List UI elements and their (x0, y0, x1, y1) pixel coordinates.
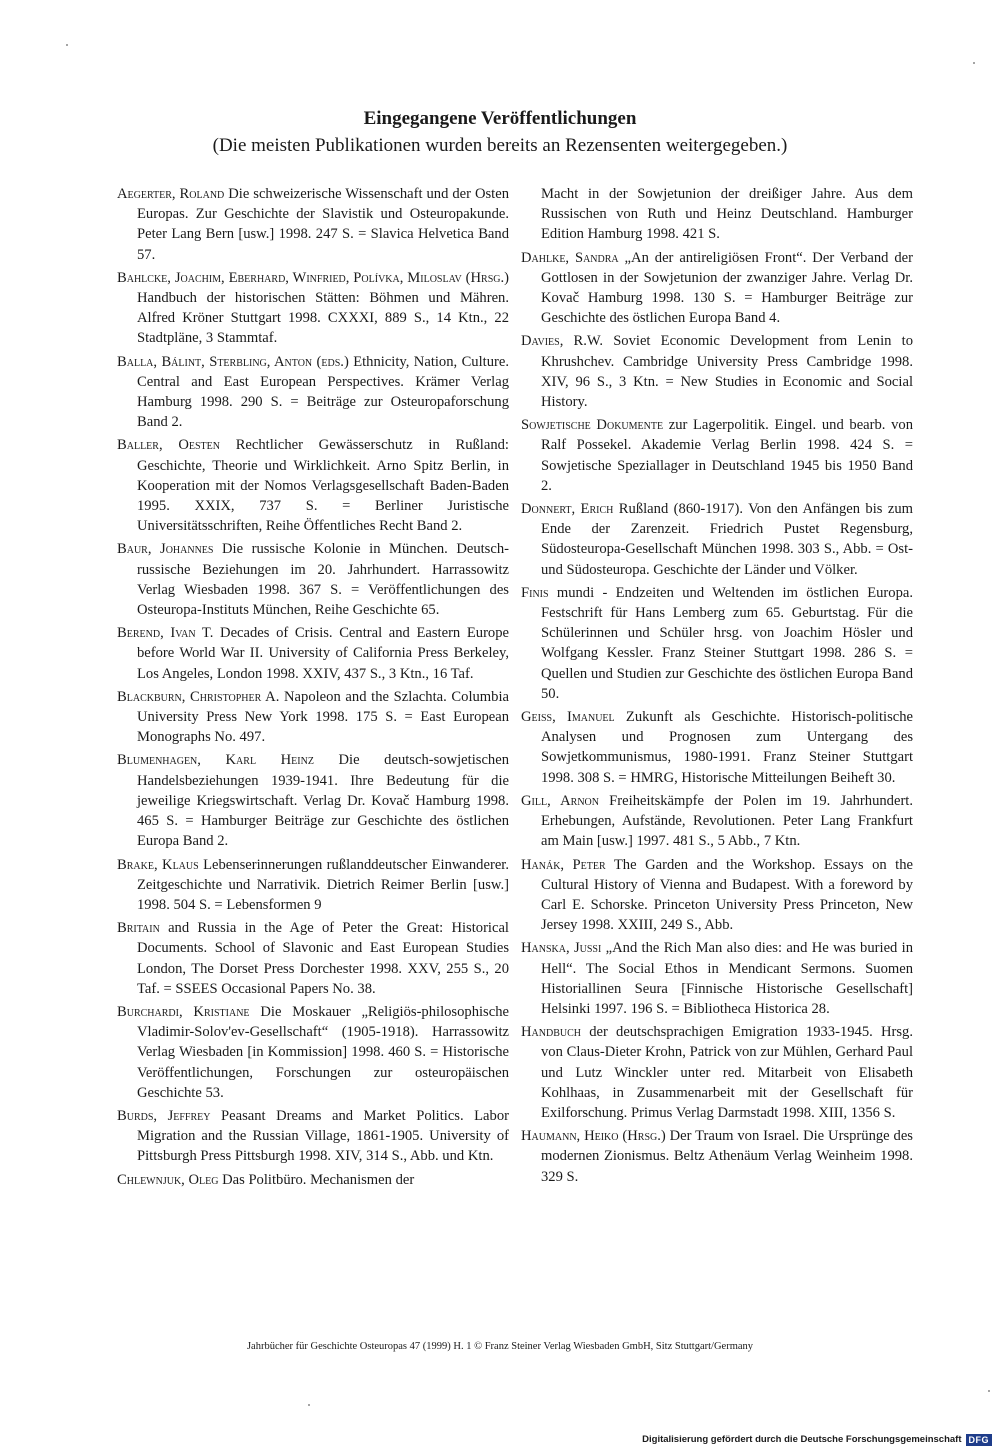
entry-text: Ethnicity, Nation, Culture. Central and East European Perspectives. Krämer Verlag Hamburg 1998. 290 S. = Beiträge zur Osteuropaforschung Band 2. (137, 353, 509, 431)
bibliography-entry (117, 1002, 509, 1103)
bibliography-entry (117, 539, 509, 620)
left-column (117, 184, 509, 1193)
entry-text: The Garden and the Workshop. Essays on the Cultural History of Vienna and Budapest. With a foreword by Carl E. Schorske. Princeton University Press Princeton, New Jersey 1998. XXIII, 249 S., Abb. (541, 856, 913, 934)
bibliography-entry (117, 435, 509, 536)
bibliography-entry (521, 583, 913, 704)
bibliography-entry (521, 707, 913, 788)
dfg-caption: Digitalisierung gefördert durch die Deutsche Forschungsgemeinschaft (642, 1434, 962, 1445)
entry-text: Die schweizerische Wissenschaft und der Osten Europas. Zur Geschichte der Slavistik und Osteuropakunde. Peter Lang Bern [usw.] 1998. 247 S. = Slavica Helvetica Band 57. (137, 186, 509, 263)
entry-text: Lebenserinnerungen rußlanddeutscher Einwanderer. Zeitgeschichte und Narrativik. Dietrich Reimer Berlin [usw.] 1998. 504 S. = Lebensformen 9 (137, 856, 509, 913)
scan-speck (308, 1404, 310, 1406)
page-subtitle: (Die meisten Publikationen wurden bereits an Rezensenten weitergegeben.) (212, 135, 788, 156)
bibliography-entry (521, 1022, 913, 1123)
entry-text: Rechtlicher Gewässerschutz in Rußland: Geschichte, Theorie und Wirklichkeit. Arno Spitz Berlin, in Kooperation mit der Nomos Verlagsgesellschaft Baden-Baden 1995. XXIX, 737 S. = Berliner Juristische Universitätsschriften, Reihe Öffentliches Recht Band 2. (137, 437, 509, 535)
entry-text: Freiheitskämpfe der Polen im 19. Jahrhundert. Erhebungen, Aufstände, Revolutionen. Peter Lang Frankfurt am Main [usw.] 1997. 481 S., 5 Abb., 7 Ktn. (541, 792, 914, 850)
journal-footer: Jahrbücher für Geschichte Osteuropas 47 (1999) H. 1 © Franz Steiner Verlag Wiesbaden GmbH, Sitz Stuttgart/Germany (246, 1341, 754, 1352)
entry-text: Peasant Dreams and Market Politics. Labor Migration and the Russian Village, 1861-1905. University of Pittsburgh Press Pittsburgh 1998. XIV, 314 S., Abb. und Ktn. (137, 1107, 509, 1165)
entry-author: Burds, Jeffrey (117, 1107, 211, 1124)
bibliography-entry (117, 184, 509, 265)
bibliography-entry (117, 750, 509, 851)
bibliography-entry (117, 918, 509, 999)
bibliography-entry (521, 1126, 913, 1187)
entry-text: Der Traum von Israel. Die Ursprünge des modernen Zionismus. Beltz Athenäum Verlag Weinheim 1998. 329 S. (541, 1128, 913, 1185)
scan-speck (988, 1390, 990, 1392)
entry-text: Die russische Kolonie in München. Deutsch-russische Beziehungen im 20. Jahrhundert. Harrassowitz Verlag Wiesbaden 1998. 367 S. = Veröffentlichungen des Osteuropa-Instituts München, Reihe Geschichte 65. (137, 541, 509, 619)
entry-author: Blumenhagen, Karl Heinz (117, 752, 314, 769)
scan-speck (973, 62, 975, 64)
entry-author: Finis (521, 584, 549, 601)
entry-author: Britain (117, 920, 160, 937)
dfg-funding-notice (642, 1433, 992, 1446)
entry-author: Geiss, Imanuel (521, 709, 615, 726)
entry-text: and Russia in the Age of Peter the Great: Historical Documents. School of Slavonic and East European Studies London, The Dorset Press Dorchester 1998. XXV, 255 S., 20 Taf. = SSEES Occasional Papers No. 38. (137, 920, 509, 997)
entry-author: Haumann, Heiko (Hrsg.) (521, 1128, 666, 1145)
bibliography-entry (117, 268, 509, 349)
entry-text: Handbuch der historischen Stätten: Böhmen und Mähren. Alfred Kröner Stuttgart 1998. CXXXI, 889 S., 14 Ktn., 22 Stadtpläne, 3 Stammtaf. (137, 290, 509, 347)
entry-author: Balla, Bálint, Sterbling, Anton (eds.) (117, 353, 349, 370)
entry-text: Decades of Crisis. Central and Eastern Europe before World War II. University of California Press Berkeley, Los Angeles, London 1998. XXIV, 437 S., 3 Ktn., 16 Taf. (137, 625, 509, 682)
scan-speck (66, 44, 68, 46)
bibliography-entry (521, 248, 913, 329)
entry-text: Rußland (860-1917). Von den Anfängen bis zum Ende der Zarenzeit. Friedrich Pustet Regensburg, Südosteuropa-Gesellschaft München 1998. 303 S., Abb. = Ost- und Südosteuropa. Geschichte der Länder und Völker. (541, 501, 914, 578)
entry-text: R.W. Soviet Economic Development from Lenin to Khrushchev. Cambridge University Press Cambridge 1998. XIV, 96 S., 3 Ktn. = New Studies in Economic and Social History. (541, 333, 913, 411)
bibliography-entry (521, 415, 913, 496)
entry-author: Bahlcke, Joachim, Eberhard, Winfried, Polívka, Miloslav (Hrsg.) (117, 269, 509, 286)
entry-author: Baur, Johannes (117, 541, 214, 558)
entry-author: Sowjetische Dokumente (521, 417, 664, 434)
entry-author: Blackburn, Christopher A. (117, 688, 280, 705)
entry-author: Brake, Klaus (117, 856, 199, 873)
bibliography-entry (521, 855, 913, 936)
entry-author: Hanák, Peter (521, 856, 606, 873)
dfg-logo: DFG (966, 1434, 993, 1446)
entry-text: „An der antireligiösen Front“. Der Verband der Gottlosen in der Sowjetunion der zwanziger Jahre. Verlag Dr. Kovač Hamburg 1998. 130 S. = Hamburger Beiträge zur Geschichte des östlichen Europa Band 4. (541, 249, 913, 327)
entry-author: Baller, Oesten (117, 437, 220, 454)
entry-text: Die deutsch-sowjetischen Handelsbeziehungen 1939-1941. Ihre Bedeutung für die jeweilige Kriegswirtschaft. Verlag Dr. Kovač Hamburg 1998. 465 S. = Hamburger Beiträge zur Geschichte des östlichen Europa Band 2. (137, 752, 509, 850)
entry-text: Macht in der Sowjetunion der dreißiger Jahre. Aus dem Russischen von Ruth und Heinz Deutschland. Hamburger Edition Hamburg 1998. 421 S. (541, 186, 913, 243)
bibliography-entry (521, 938, 913, 1019)
entry-author: Aegerter, Roland (117, 186, 225, 202)
entry-author: Handbuch (521, 1024, 581, 1041)
entry-author: Dahlke, Sandra (521, 249, 619, 266)
entry-text: mundi - Endzeiten und Weltenden im östlichen Europa. Festschrift für Hans Lemberg zum 65. Geburtstag. Für die Schülerinnen und Schüler hrsg. von Joachim Hösler und Wolfgang Kessler. Franz Steiner Stuttgart 1998. 286 S. = Quellen und Studien zur Geschichte des östlichen Europa Band 50. (541, 584, 913, 702)
entry-author: Chlewnjuk, Oleg (117, 1171, 219, 1188)
bibliography-entry (117, 1170, 509, 1190)
bibliography-entry (117, 687, 509, 748)
entry-text: zur Lagerpolitik. Eingel. und bearb. von Ralf Possekel. Akademie Verlag Berlin 1998. 424 S. = Sowjetische Speziallager in Deutschland 1945 bis 1950 Band 2. (541, 417, 913, 494)
page-title: Eingegangene Veröffentlichungen (363, 108, 637, 129)
bibliography-entry (117, 623, 509, 684)
entry-author: Hanska, Jussi (521, 940, 602, 957)
entry-author: Gill, Arnon (521, 792, 599, 809)
entry-text: Das Politbüro. Mechanismen der (218, 1171, 415, 1188)
entry-text: „And the Rich Man also dies: and He was buried in Hell“. The Social Ethos in Mendicant Sermons. Suomen Historiallinen Seura [Finnische Historische Gesellschaft] Helsinki 1997. 196 S. = Bibliotheca Historica 28. (541, 940, 914, 1017)
entry-text: der deutschsprachigen Emigration 1933-1945. Hrsg. von Claus-Dieter Krohn, Patrick von zur Mühlen, Gerhard Paul und Lutz Winckler unter red. Mitarbeit von Elisabeth Kohlhaas, in Zusammenarbeit mit der Gesellschaft für Exilforschung. Primus Verlag Darmstadt 1998. XIII, 1356 S. (541, 1024, 913, 1121)
bibliography-entry (117, 855, 509, 916)
right-column (521, 184, 913, 1190)
bibliography-entry (521, 331, 913, 412)
entry-author: Davies, (521, 333, 564, 350)
bibliography-entry (521, 499, 913, 580)
entry-author: Donnert, Erich (521, 501, 614, 518)
entry-text: Zukunft als Geschichte. Historisch-politische Analysen und Prognosen zum Untergang des Sowjetkommunismus, 1980-1991. Franz Steiner Stuttgart 1998. 308 S. = HMRG, Historische Mitteilungen Beiheft 30. (541, 709, 914, 786)
entry-author: Burchardi, Kristiane (117, 1003, 250, 1020)
entry-author: Berend, Ivan T. (117, 625, 214, 642)
bibliography-entry-continued (521, 184, 913, 245)
entry-text: Die Moskauer „Religiös-philosophische Vladimir-Solov'ev-Gesellschaft“ (1905-1918). Harrassowitz Verlag Wiesbaden [in Kommission] 1998. 460 S. = Historische Veröffentlichungen, Forschungen zur osteuropäischen Geschichte 53. (137, 1003, 509, 1101)
entry-text: Napoleon and the Szlachta. Columbia University Press New York 1998. 175 S. = East European Monographs No. 497. (137, 688, 509, 746)
bibliography-entry (117, 352, 509, 433)
bibliography-entry (521, 791, 913, 852)
bibliography-entry (117, 1106, 509, 1167)
